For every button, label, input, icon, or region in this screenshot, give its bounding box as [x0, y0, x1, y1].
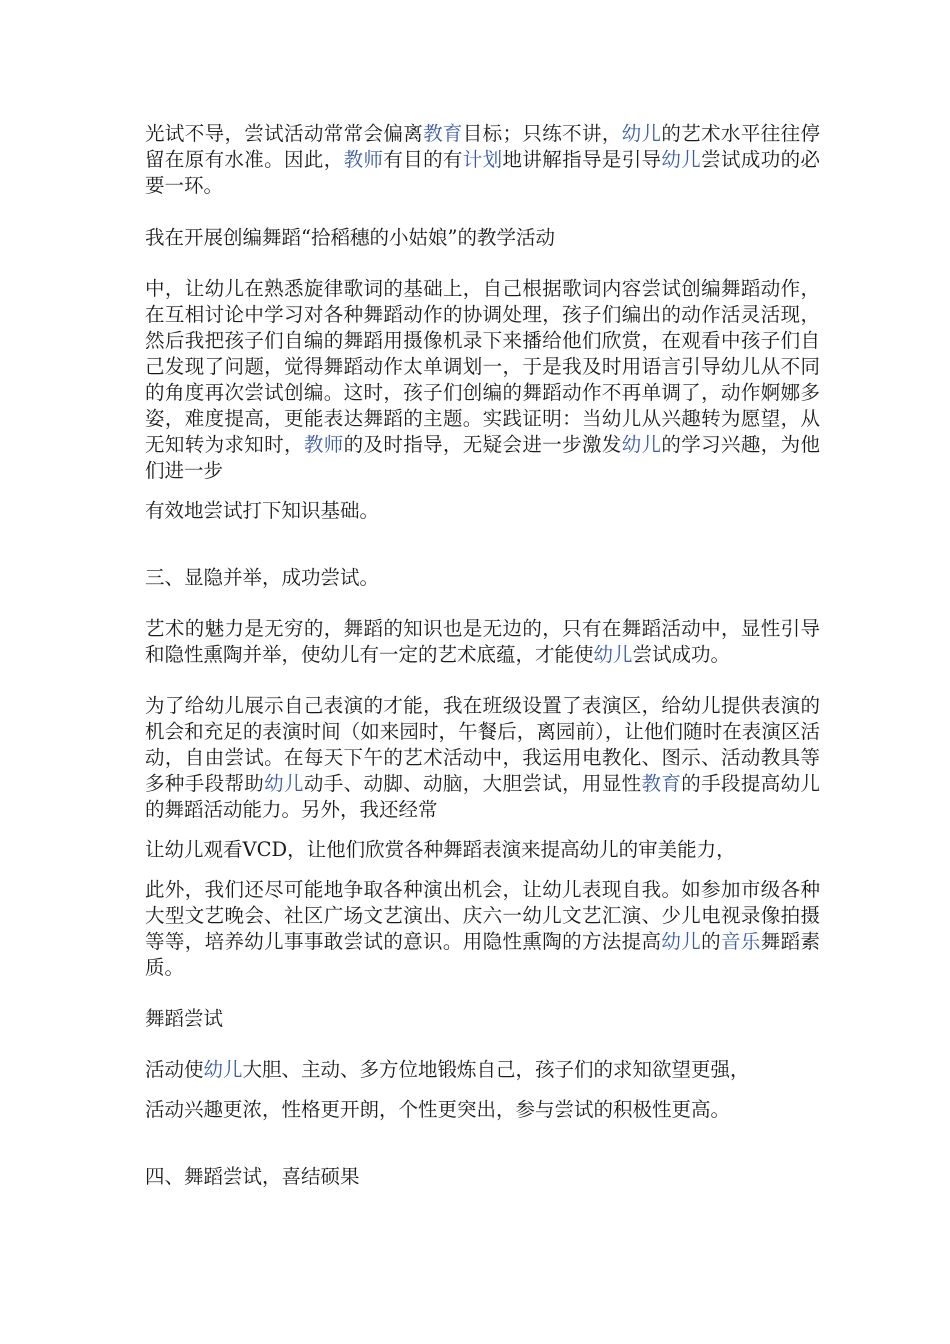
paragraph-text: 尝试成功。: [632, 643, 731, 666]
paragraph-text: 的手段提高幼儿的舞蹈活动能力。另外，我还经常: [145, 772, 820, 821]
paragraph-text: 的学习兴趣，为他们进一步: [145, 433, 820, 482]
paragraph-text: 舞蹈素质。: [145, 930, 820, 979]
paragraph: [145, 225, 820, 251]
paragraph-text: 的及时指导，无疑会进一步激发: [343, 433, 622, 456]
hyperlink[interactable]: 幼儿: [621, 122, 662, 145]
paragraph-text: 尝试成功的必要一环。: [145, 148, 820, 197]
paragraph-text: 动手、动脚、动脑，大胆尝试，用显性: [303, 772, 642, 795]
hyperlink[interactable]: 教师: [303, 433, 344, 456]
paragraph-text: 让幼儿观看VCD，让他们欣赏各种舞蹈表演来提高幼儿的审美能力，: [145, 838, 736, 861]
hyperlink[interactable]: 教育: [423, 122, 463, 145]
paragraph-text: 的: [701, 930, 722, 953]
paragraph-text: 为了给幼儿展示自己表演的才能，我在班级设置了表演区，给幼儿提供表演的机会和充足的表演时间（如来园时，午餐后，离园前），让他们随时在表演区活动，自由尝试。在每天下午的艺术活动中，我运用电教化、图示、活动教具等多种手段帮助: [145, 694, 820, 795]
hyperlink[interactable]: 教师: [343, 148, 384, 171]
paragraph: [145, 498, 820, 524]
paragraph: [145, 565, 820, 591]
hyperlink[interactable]: 幼儿: [621, 433, 662, 456]
paragraph: [145, 1057, 820, 1083]
paragraph-text: 的艺术水平往往停留在原有水准。因此，: [145, 122, 820, 171]
paragraph: [145, 837, 820, 863]
paragraph-text: 地讲解指导是引导: [502, 148, 662, 171]
paragraph: [145, 693, 820, 823]
paragraph-text: 舞蹈尝试: [145, 1007, 224, 1030]
document-body: [145, 121, 820, 1190]
paragraph: [145, 616, 820, 668]
hyperlink[interactable]: 幼儿: [593, 643, 633, 666]
paragraph-text: 我在开展创编舞蹈“拾稻穗的小姑娘”的教学活动: [145, 226, 555, 249]
hyperlink[interactable]: 计划: [462, 148, 503, 171]
paragraph-text: 大胆、主动、多方位地锻炼自己，孩子们的求知欲望更强，: [242, 1058, 750, 1081]
paragraph-text: 艺术的魅力是无穷的，舞蹈的知识也是无边的，只有在舞蹈活动中，显性引导和隐性熏陶并举，使幼儿有一定的艺术底蕴，才能使: [145, 617, 820, 666]
paragraph: [145, 276, 820, 484]
hyperlink[interactable]: 幼儿: [203, 1058, 243, 1081]
paragraph-text: 中，让幼儿在熟悉旋律歌词的基础上，自己根据歌词内容尝试创编舞蹈动作，在互相讨论中学习对各种舞蹈动作的协调处理，孩子们编出的动作活灵活现，然后我把孩子们自编的舞蹈用摄像机录下来播给他们欣赏，在观看中孩子们自己发现了问题，觉得舞蹈动作太单调划一，于是我及时用语言引导幼儿从不同的角度再次尝试创编。这时，孩子们创编的舞蹈动作不再单调了，动作婀娜多姿，难度提高，更能表达舞蹈的主题。实践证明：当幼儿从兴趣转为愿望，从无知转为求知时，: [145, 277, 820, 456]
paragraph-text: 目标；只练不讲，: [462, 122, 622, 145]
paragraph-text: 此外，我们还尽可能地争取各种演出机会，让幼儿表现自我。如参加市级各种大型文艺晚会、社区广场文艺演出、庆六一幼儿文艺汇演、少儿电视录像拍摄等等，培养幼儿事事敢尝试的意识。用隐性熏陶的方法提高: [145, 878, 820, 953]
paragraph-text: 有目的有: [383, 148, 463, 171]
paragraph-text: 有效地尝试打下知识基础。: [145, 499, 380, 522]
hyperlink[interactable]: 教育: [641, 772, 682, 795]
hyperlink[interactable]: 音乐: [721, 930, 761, 953]
paragraph: [145, 121, 820, 199]
hyperlink[interactable]: 幼儿: [661, 930, 702, 953]
hyperlink[interactable]: 幼儿: [661, 148, 702, 171]
paragraph-text: 四、舞蹈尝试，喜结硕果: [145, 1165, 360, 1188]
paragraph-text: 光试不导，尝试活动常常会偏离: [145, 122, 424, 145]
paragraph: [145, 1097, 820, 1123]
paragraph: [145, 877, 820, 981]
paragraph: [145, 1164, 820, 1190]
paragraph: [145, 1006, 820, 1032]
paragraph-text: 活动使: [145, 1058, 204, 1081]
paragraph-text: 三、显隐并举，成功尝试。: [145, 566, 380, 589]
hyperlink[interactable]: 幼儿: [264, 772, 304, 795]
paragraph-text: 活动兴趣更浓，性格更开朗，个性更突出，参与尝试的积极性更高。: [145, 1098, 731, 1121]
